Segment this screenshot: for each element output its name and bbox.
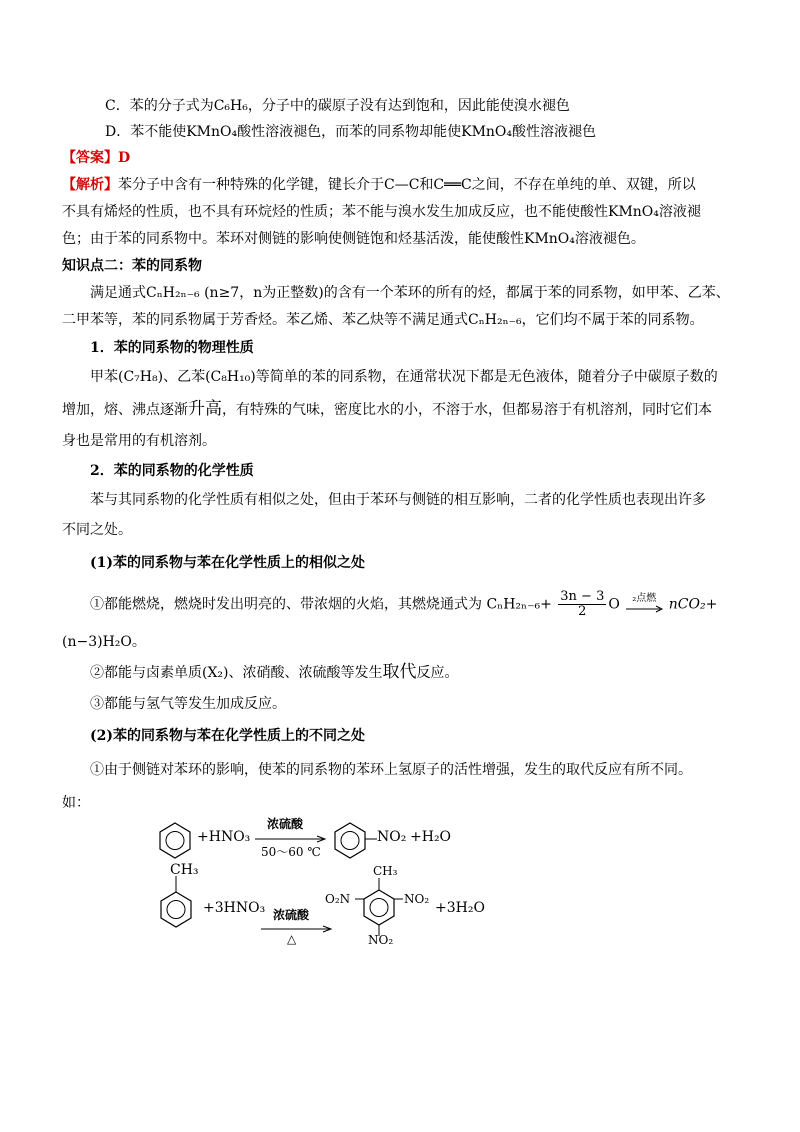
reaction1-arrow-icon xyxy=(255,835,327,843)
reaction1-condition-bottom: 50～60 ℃ xyxy=(261,845,321,859)
reaction1-condition-top: 浓硫酸 xyxy=(267,817,304,831)
reaction2-condition-bottom: △ xyxy=(287,932,297,946)
sub1-emph: 升高 xyxy=(188,399,222,419)
similar-item-2 xyxy=(90,662,459,683)
oxygen-fraction xyxy=(558,590,606,619)
reaction2-reagent: +3HNO₃ xyxy=(203,900,266,916)
reaction1-nitro-group: NO₂ xyxy=(377,829,407,845)
bond-line-icon xyxy=(365,837,377,841)
combustion-arrow xyxy=(624,594,664,616)
sub2-para-2: 不同之处。 xyxy=(62,522,132,538)
tnt-nitro-right: NO₂ xyxy=(404,892,430,906)
similar-item-1b: nCO₂+ xyxy=(668,596,718,613)
oxygen-symbol: O xyxy=(608,596,620,613)
example-label: 如： xyxy=(62,795,90,811)
benzene-ring-icon xyxy=(155,820,195,860)
section2-title: 知识点二：苯的同系物 xyxy=(62,258,202,274)
sub1-para-3: 身也是常用的有机溶剂。 xyxy=(62,433,216,449)
sub2-title: 2．苯的同系物的化学性质 xyxy=(90,463,254,479)
sub1-para-2 xyxy=(62,399,712,420)
sub2-para-1: 苯与其同系物的化学性质有相似之处，但由于苯环与侧链的相互影响，二者的化学性质也表现出许多 xyxy=(90,492,706,508)
right-arrow-icon xyxy=(624,605,664,613)
answer-value: D xyxy=(118,150,131,166)
option-c: C．苯的分子式为C₆H₆，分子中的碳原子没有达到饱和，因此能使溴水褪色 xyxy=(105,98,570,114)
analysis-text-1: 苯分子中含有一种特殊的化学键，键长介于C—C和C══C之间，不存在单纯的单、双键，所以 xyxy=(118,177,696,193)
reaction2-condition-top: 浓硫酸 xyxy=(273,908,310,922)
similar-item-1 xyxy=(90,590,717,619)
similar-item-2b: 反应。 xyxy=(416,665,459,681)
analysis-line-3: 色；由于苯的同系物中。苯环对侧链的影响使侧链饱和烃基活泼，能使酸性KMnO₄溶液褪色。 xyxy=(62,231,645,247)
analysis-line-2: 不具有烯烃的性质，也不具有环烷烃的性质；苯不能与溴水发生加成反应，也不能使酸性KMnO₄溶液褪 xyxy=(62,204,701,220)
tnt-methyl-label: CH₃ xyxy=(373,864,398,878)
sub1-para-2a: 增加，熔、沸点逐渐 xyxy=(62,402,188,418)
different-title: (2)苯的同系物与苯在化学性质上的不同之处 xyxy=(90,728,365,744)
different-item-1: ①由于侧链对苯环的影响，使苯的同系物的苯环上氢原子的活性增强，发生的取代反应有所不同。 xyxy=(90,762,692,778)
similar-title: (1)苯的同系物与苯在化学性质上的相似之处 xyxy=(90,555,365,571)
analysis-line-1 xyxy=(62,175,696,195)
reaction2-byproduct: +3H₂O xyxy=(435,900,485,916)
fraction-denominator: 2 xyxy=(578,604,587,619)
fraction-numerator: 3n − 3 xyxy=(560,589,605,604)
tnt-nitro-bottom: NO₂ xyxy=(368,933,394,947)
nitrobenzene-ring-icon xyxy=(330,820,370,860)
reaction-2 xyxy=(155,862,515,962)
toluene-methyl-label: CH₃ xyxy=(170,862,199,878)
answer xyxy=(62,148,130,168)
reaction1-reagent: +HNO₃ xyxy=(197,829,251,845)
reaction1-byproduct: +H₂O xyxy=(410,829,452,845)
sub1-para-2b: ，有特殊的气味，密度比水的小，不溶于水，但都易溶于有机溶剂，同时它们本 xyxy=(222,402,712,418)
section2-para-2: 二甲苯等，苯的同系物属于芳香烃。苯乙烯、苯乙炔等不满足通式CₙH₂ₙ₋₆，它们均不属于苯的同系物。 xyxy=(62,312,704,328)
similar-item-1c: (n−3)H₂O。 xyxy=(62,634,146,650)
option-d: D．苯不能使KMnO₄酸性溶液褪色，而苯的同系物却能使KMnO₄酸性溶液褪色 xyxy=(105,124,597,140)
sub1-para-1: 甲苯(C₇H₈)、乙苯(C₈H₁₀)等简单的苯的同系物，在通常状况下都是无色液体，随着分子中碳原子数的 xyxy=(90,369,718,385)
similar-item-1a: ①都能燃烧，燃烧时发出明亮的、带浓烟的火焰，其燃烧通式为 CₙH₂ₙ₋₆+ xyxy=(90,596,552,613)
toluene-ring-icon xyxy=(155,874,199,940)
similar-item-3: ③都能与氢气等发生加成反应。 xyxy=(90,696,286,712)
reaction2-arrow-icon xyxy=(261,925,333,933)
analysis-label: 【解析】 xyxy=(62,177,118,193)
sub1-title: 1．苯的同系物的物理性质 xyxy=(90,340,254,356)
section2-para-1: 满足通式CₙH₂ₙ₋₆ (n≥7，n为正整数)的含有一个苯环的所有的烃，都属于苯的同系物，如甲苯、乙苯、 xyxy=(90,285,730,301)
arrow-condition: ₂点燃 xyxy=(632,592,657,604)
answer-label: 【答案】 xyxy=(62,150,118,166)
similar-emph: 取代 xyxy=(382,662,417,682)
tnt-nitro-left: O₂N xyxy=(325,892,351,906)
similar-item-2a: ②都能与卤素单质(X₂)、浓硝酸、浓硫酸等发生 xyxy=(90,665,383,681)
